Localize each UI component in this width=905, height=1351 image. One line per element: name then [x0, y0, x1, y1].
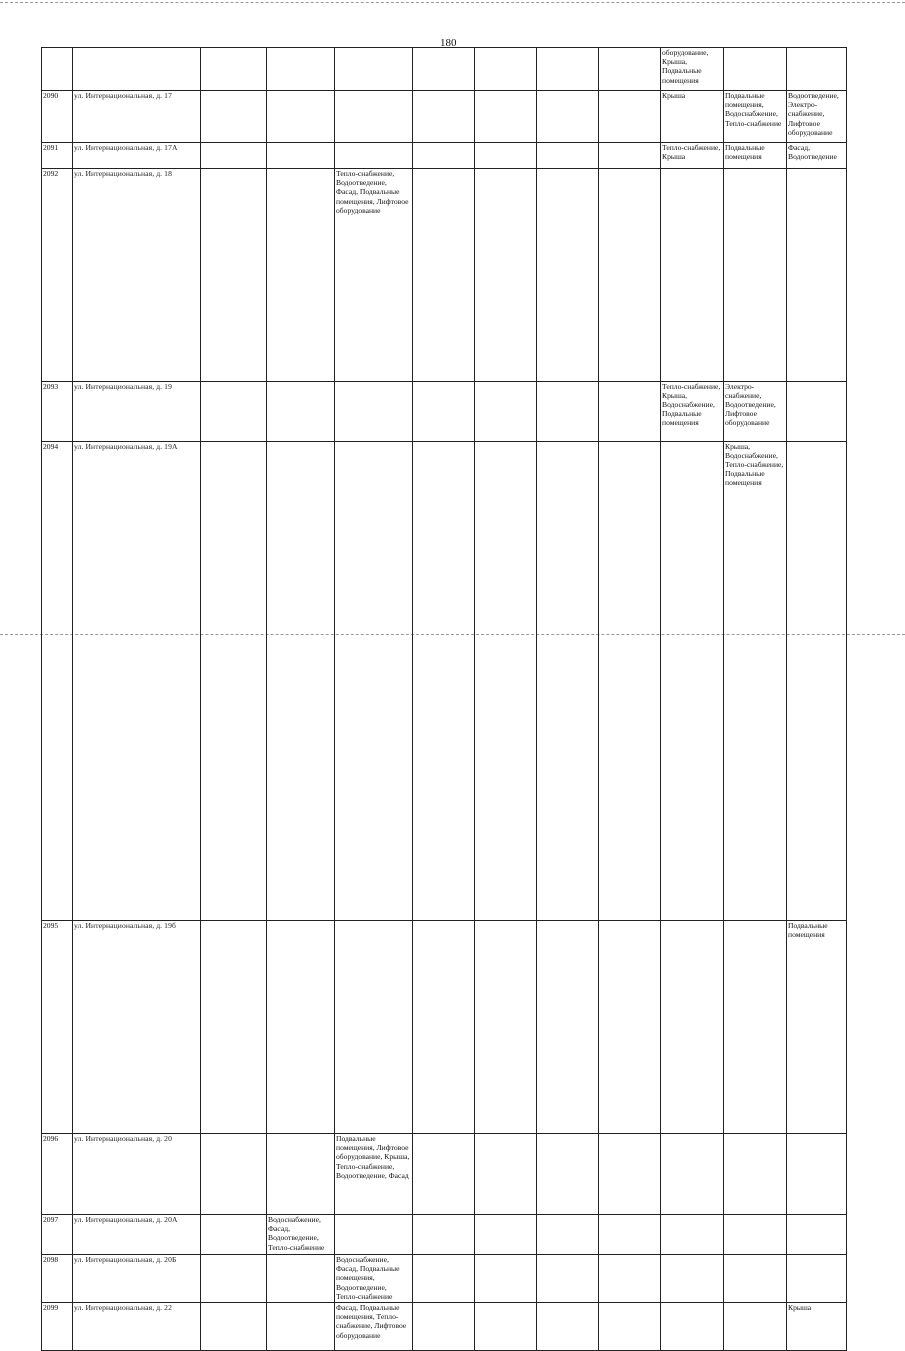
- row-address: ул. Интернациональная, д. 18: [73, 169, 201, 382]
- work-cell: [661, 169, 724, 382]
- work-cell: [661, 1133, 724, 1214]
- scan-top-edge: [0, 2, 905, 3]
- work-cell: [201, 441, 267, 921]
- work-cell: оборудование, Крыша, Подвальные помещения: [661, 48, 724, 91]
- work-cell: [724, 921, 787, 1134]
- table-row: [42, 921, 847, 1134]
- work-cell: [413, 381, 475, 441]
- work-cell: [724, 1302, 787, 1350]
- table-row: [42, 1214, 847, 1254]
- row-address: ул. Интернациональная, д. 19б: [73, 921, 201, 1134]
- row-number: 2090: [42, 91, 73, 143]
- work-cell: [201, 143, 267, 169]
- work-cell: [537, 169, 599, 382]
- table-row: [42, 169, 847, 382]
- work-cell: [787, 169, 847, 382]
- work-cell: [475, 1254, 537, 1302]
- table-body: [42, 48, 847, 1351]
- work-cell: [475, 91, 537, 143]
- work-cell: [335, 91, 413, 143]
- work-cell: Фасад, Водоотведение: [787, 143, 847, 169]
- work-cell: [267, 1254, 335, 1302]
- work-cell: [201, 1302, 267, 1350]
- row-number: 2095: [42, 921, 73, 1134]
- work-cell: Водоотведение, Электро-снабжение, Лифтовое оборудование: [787, 91, 847, 143]
- work-cell: [413, 1214, 475, 1254]
- work-cell: [724, 48, 787, 91]
- work-cell: [201, 1133, 267, 1214]
- work-cell: [787, 1254, 847, 1302]
- work-cell: [475, 441, 537, 921]
- work-cell: [475, 381, 537, 441]
- work-cell: Водоснабжение, Фасад, Подвальные помещения, Водоотведение, Тепло-снабжение: [335, 1254, 413, 1302]
- work-cell: Тепло-снабжение, Водоотведение, Фасад, Подвальные помещения, Лифтовое оборудование: [335, 169, 413, 382]
- table-row: [42, 1302, 847, 1350]
- work-cell: Крыша: [787, 1302, 847, 1350]
- work-cell: Подвальные помещения: [787, 921, 847, 1134]
- work-cell: [413, 1133, 475, 1214]
- work-cell: [599, 48, 661, 91]
- work-cell: [335, 381, 413, 441]
- work-cell: [267, 381, 335, 441]
- work-cell: [537, 381, 599, 441]
- row-number: 2097: [42, 1214, 73, 1254]
- work-cell: [537, 143, 599, 169]
- work-cell: [537, 91, 599, 143]
- work-cell: [599, 1254, 661, 1302]
- work-cell: [201, 381, 267, 441]
- work-cell: [599, 143, 661, 169]
- work-cell: [599, 1214, 661, 1254]
- work-cell: [599, 1133, 661, 1214]
- work-cell: Тепло-снабжение, Крыша, Водоснабжение, Подвальные помещения: [661, 381, 724, 441]
- work-cell: [267, 441, 335, 921]
- work-cell: [724, 1214, 787, 1254]
- row-number: [42, 48, 73, 91]
- work-cell: [335, 441, 413, 921]
- row-address: ул. Интернациональная, д. 19: [73, 381, 201, 441]
- work-cell: [599, 381, 661, 441]
- work-cell: Подвальные помещения, Лифтовое оборудование, Крыша, Тепло-снабжение, Водоотведение, Фасад: [335, 1133, 413, 1214]
- work-cell: [661, 1254, 724, 1302]
- work-cell: [201, 169, 267, 382]
- work-cell: [724, 1254, 787, 1302]
- work-cell: [475, 169, 537, 382]
- table-row: [42, 48, 847, 91]
- work-cell: [201, 1214, 267, 1254]
- work-cell: [661, 1214, 724, 1254]
- row-address: [73, 48, 201, 91]
- work-cell: [267, 921, 335, 1134]
- work-cell: [787, 1214, 847, 1254]
- work-cell: [335, 48, 413, 91]
- work-cell: Фасад, Подвальные помещения, Тепло-снабжение, Лифтовое оборудование: [335, 1302, 413, 1350]
- work-cell: [537, 1133, 599, 1214]
- work-cell: [599, 441, 661, 921]
- work-cell: [201, 91, 267, 143]
- work-cell: [475, 1133, 537, 1214]
- work-cell: [413, 441, 475, 921]
- work-cell: [724, 1133, 787, 1214]
- row-address: ул. Интернациональная, д. 20Б: [73, 1254, 201, 1302]
- work-cell: [335, 921, 413, 1134]
- work-cell: [537, 1214, 599, 1254]
- table-row: [42, 143, 847, 169]
- work-cell: Подвальные помещения, Водоснабжение, Тепло-снабжение: [724, 91, 787, 143]
- work-cell: Подвальные помещения: [724, 143, 787, 169]
- work-cell: [475, 1302, 537, 1350]
- work-cell: [267, 143, 335, 169]
- work-cell: [267, 169, 335, 382]
- work-cell: [413, 91, 475, 143]
- work-cell: [787, 441, 847, 921]
- row-address: ул. Интернациональная, д. 20: [73, 1133, 201, 1214]
- work-cell: [267, 1302, 335, 1350]
- work-cell: [413, 921, 475, 1134]
- row-address: ул. Интернациональная, д. 20А: [73, 1214, 201, 1254]
- work-cell: [599, 1302, 661, 1350]
- work-cell: [475, 921, 537, 1134]
- work-cell: [475, 143, 537, 169]
- row-number: 2099: [42, 1302, 73, 1350]
- work-cell: [335, 143, 413, 169]
- work-cell: [787, 1133, 847, 1214]
- work-cell: [413, 1302, 475, 1350]
- work-cell: [537, 1302, 599, 1350]
- table-row: [42, 1254, 847, 1302]
- work-cell: [201, 48, 267, 91]
- work-cell: [599, 921, 661, 1134]
- work-cell: [413, 169, 475, 382]
- work-cell: [787, 48, 847, 91]
- work-cell: Тепло-снабжение, Крыша: [661, 143, 724, 169]
- row-number: 2092: [42, 169, 73, 382]
- table-row: [42, 91, 847, 143]
- work-cell: Крыша, Водоснабжение, Тепло-снабжение, Подвальные помещения: [724, 441, 787, 921]
- row-address: ул. Интернациональная, д. 17А: [73, 143, 201, 169]
- row-number: 2091: [42, 143, 73, 169]
- work-cell: [267, 1133, 335, 1214]
- work-cell: [787, 381, 847, 441]
- work-cell: [475, 48, 537, 91]
- work-cell: [201, 1254, 267, 1302]
- work-cell: [724, 169, 787, 382]
- work-cell: [661, 1302, 724, 1350]
- row-number: 2093: [42, 381, 73, 441]
- work-cell: Водоснабжение, Фасад, Водоотведение, Тепло-снабжение: [267, 1214, 335, 1254]
- work-cell: [267, 91, 335, 143]
- work-cell: Электро-снабжение, Водоотведение, Лифтовое оборудование: [724, 381, 787, 441]
- work-cell: [661, 921, 724, 1134]
- row-number: 2096: [42, 1133, 73, 1214]
- table-row: [42, 381, 847, 441]
- work-cell: [413, 48, 475, 91]
- work-cell: [599, 91, 661, 143]
- row-address: ул. Интернациональная, д. 22: [73, 1302, 201, 1350]
- repair-schedule-table: [41, 47, 847, 1351]
- work-cell: [413, 1254, 475, 1302]
- work-cell: [475, 1214, 537, 1254]
- table-row: [42, 1133, 847, 1214]
- work-cell: Крыша: [661, 91, 724, 143]
- work-cell: [537, 441, 599, 921]
- work-cell: [267, 48, 335, 91]
- work-cell: [661, 441, 724, 921]
- table-row: [42, 441, 847, 921]
- work-cell: [599, 169, 661, 382]
- work-cell: [413, 143, 475, 169]
- row-number: 2098: [42, 1254, 73, 1302]
- row-address: ул. Интернациональная, д. 17: [73, 91, 201, 143]
- row-number: 2094: [42, 441, 73, 921]
- row-address: ул. Интернациональная, д. 19А: [73, 441, 201, 921]
- work-cell: [335, 1214, 413, 1254]
- work-cell: [537, 921, 599, 1134]
- work-cell: [537, 48, 599, 91]
- page-number: 180: [440, 37, 457, 49]
- work-cell: [537, 1254, 599, 1302]
- work-cell: [201, 921, 267, 1134]
